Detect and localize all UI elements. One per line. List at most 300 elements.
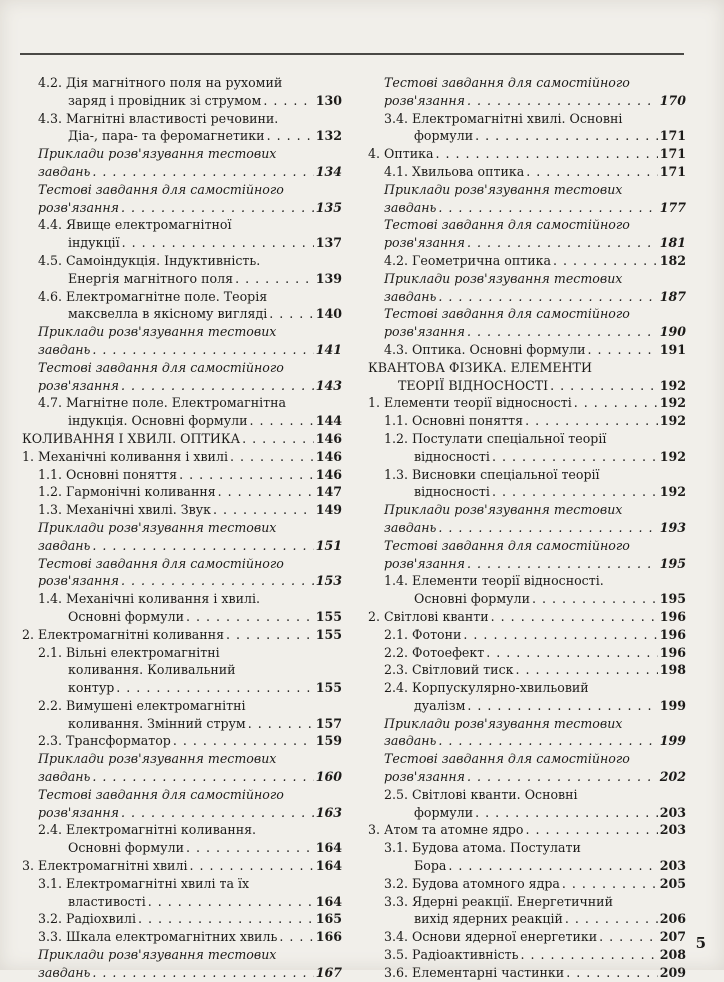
toc-entry-row — [38, 377, 342, 395]
toc-entry-title-line: 4.2. Дія магнітного поля на рухомий — [38, 75, 283, 90]
dot-leader — [475, 804, 658, 822]
toc-entry[interactable] — [22, 555, 342, 591]
toc-entry[interactable] — [22, 626, 342, 644]
dot-leader — [121, 804, 314, 822]
toc-entry-title-line: 1.4. Елементи теорії відносності. — [384, 573, 604, 589]
toc-page-number: 147 — [315, 484, 342, 500]
toc-entry-row — [368, 394, 686, 412]
dot-leader — [492, 483, 658, 501]
toc-entry[interactable] — [368, 964, 686, 982]
dot-leader — [467, 323, 658, 341]
toc-entry-title-line: 2.2. Вимушені електромагнітні — [38, 697, 246, 713]
toc-entry-row — [384, 626, 686, 644]
toc-entry-row — [38, 483, 342, 501]
toc-entry-row — [384, 519, 686, 537]
dot-leader — [491, 608, 658, 626]
dot-leader — [516, 661, 658, 679]
toc-entry-row — [38, 341, 342, 359]
toc-entry[interactable] — [368, 359, 686, 395]
toc-entry[interactable] — [22, 750, 342, 786]
toc-page-number: 193 — [659, 519, 686, 535]
toc-page-number: 132 — [315, 128, 342, 144]
toc-entry-title-line: 2.4. Корпускулярно-хвильовий — [384, 680, 589, 696]
toc-entry-title-line: 1.2. Гармонічні коливання — [38, 484, 216, 500]
toc-entry-row — [38, 839, 342, 857]
toc-entry-row — [38, 92, 342, 110]
toc-entry[interactable] — [22, 590, 342, 626]
dot-leader — [116, 679, 313, 697]
toc-page-number: 196 — [659, 644, 686, 660]
toc-entry-title-line: властивості — [68, 893, 146, 909]
toc-entry-title-line: індукції — [68, 235, 120, 251]
toc-entry[interactable] — [22, 519, 342, 555]
toc-page-number: 146 — [315, 466, 342, 482]
toc-entry-title-line: 3.4. Основи ядерної енергетики — [384, 929, 598, 945]
toc-page-number: 192 — [659, 484, 686, 500]
toc-entry-title-line: 2.5. Світлові кванти. Основні — [384, 786, 578, 802]
toc-entry-title-line: 3. Електромагнітні хвилі — [22, 858, 188, 874]
toc-entry-row — [384, 127, 686, 145]
toc-entry-title-line: вихід ядерних реакцій — [414, 911, 563, 927]
toc-entry-row — [384, 768, 686, 786]
toc-entry-title-line: Тестові завдання для самостійного — [38, 359, 284, 375]
toc-entry[interactable] — [368, 572, 686, 608]
toc-entry[interactable] — [368, 821, 686, 839]
toc-entry-title-line: розв'язання — [384, 324, 465, 340]
dot-leader — [92, 163, 313, 181]
toc-entry-title-line: 2.3. Трансформатор — [38, 733, 171, 749]
toc-entry-row — [384, 483, 686, 501]
toc-entry-title-line: 2.1. Вільні електромагнітні — [38, 644, 220, 660]
toc-entry-title-line: 3.6. Елементарні частинки — [384, 964, 565, 980]
toc-entry[interactable] — [22, 732, 342, 750]
toc-entry[interactable] — [22, 181, 342, 217]
toc-page-number: 199 — [659, 733, 686, 749]
toc-page-number: 190 — [659, 324, 686, 340]
toc-entry-row — [368, 145, 686, 163]
toc-page-number: 137 — [315, 235, 342, 251]
toc-entry-title-line: розв'язання — [38, 804, 119, 820]
toc-page-number: 153 — [315, 573, 342, 589]
dot-leader — [269, 305, 313, 323]
toc-entry-row — [384, 252, 686, 270]
dot-leader — [599, 928, 658, 946]
toc-entry[interactable] — [368, 181, 686, 217]
dot-leader — [475, 127, 658, 145]
toc-entry-title-line: завдань — [38, 537, 91, 553]
dot-leader — [521, 946, 658, 964]
dot-leader — [467, 555, 658, 573]
dot-leader — [92, 341, 313, 359]
dot-leader — [138, 910, 314, 928]
toc-entry-title-line: Приклади розв'язування тестових — [384, 270, 623, 286]
toc-entry-row — [384, 928, 686, 946]
toc-entry-title-line: Приклади розв'язування тестових — [384, 715, 623, 731]
toc-entry-title-line: 1.4. Механічні коливання і хвилі. — [38, 591, 260, 607]
toc-entry-title-line: 4.6. Електромагнітне поле. Теорія — [38, 288, 268, 304]
toc-page-number: 151 — [315, 537, 342, 553]
toc-entry[interactable] — [368, 252, 686, 270]
toc-entry[interactable] — [368, 608, 686, 626]
toc-entry[interactable] — [22, 786, 342, 822]
toc-entry-row — [38, 501, 342, 519]
toc-entry-title-line: контур — [68, 680, 115, 696]
toc-entry[interactable] — [22, 483, 342, 501]
dot-leader — [467, 92, 658, 110]
dot-leader — [525, 412, 658, 430]
toc-page-number: 207 — [659, 929, 686, 945]
toc-entry-title-line: Тестові завдання для самостійного — [38, 181, 284, 197]
toc-page-number: 192 — [659, 448, 686, 464]
toc-entry-title-line: завдань — [38, 163, 91, 179]
toc-entry-row — [22, 857, 342, 875]
toc-entry[interactable] — [368, 145, 686, 163]
toc-entry-title-line: Приклади розв'язування тестових — [38, 947, 277, 963]
toc-entry-title-line: Приклади розв'язування тестових — [384, 181, 623, 197]
toc-entry-title-line: розв'язання — [384, 555, 465, 571]
toc-entry-row — [38, 964, 342, 982]
dot-leader — [438, 732, 657, 750]
toc-entry[interactable] — [368, 110, 686, 146]
toc-entry-title-line: 3.4. Електромагнітні хвилі. Основні — [384, 110, 623, 126]
toc-entry[interactable] — [368, 786, 686, 822]
toc-page-number: 139 — [315, 270, 342, 286]
toc-entry[interactable] — [22, 857, 342, 875]
toc-entry-title-line: 4.3. Оптика. Основні формули — [384, 341, 586, 357]
toc-entry-row — [38, 715, 342, 733]
dot-leader — [250, 412, 314, 430]
toc-entry-row — [368, 821, 686, 839]
toc-page-number: 181 — [659, 235, 686, 251]
toc-entry-title-line: 3.2. Радіохвилі — [38, 911, 136, 927]
dot-leader — [179, 466, 314, 484]
toc-entry[interactable] — [22, 501, 342, 519]
dot-leader — [562, 875, 658, 893]
toc-entry-title-line: формули — [414, 804, 474, 820]
toc-entry-title-line: 4.4. Явище електромагнітної — [38, 217, 232, 233]
toc-entry-row — [38, 768, 342, 786]
dot-leader — [148, 893, 314, 911]
toc-page-number: 160 — [315, 769, 342, 785]
toc-entry-title-line: Тестові завдання для самостійного — [384, 751, 630, 767]
toc-entry-title-line: 2. Електромагнітні коливання — [22, 626, 225, 642]
toc-entry[interactable] — [368, 537, 686, 573]
toc-entry-title-line: Основні формули — [68, 608, 184, 624]
dot-leader — [189, 857, 313, 875]
toc-page-number: 206 — [659, 911, 686, 927]
toc-entry[interactable] — [22, 821, 342, 857]
dot-leader — [242, 430, 314, 448]
toc-entry[interactable] — [368, 644, 686, 662]
toc-entry-title-line: Тестові завдання для самостійного — [384, 217, 630, 233]
toc-entry-title-line: 3. Атом та атомне ядро — [368, 822, 524, 838]
toc-entry[interactable] — [368, 394, 686, 412]
toc-page-number: 155 — [315, 626, 342, 642]
toc-page-number: 205 — [659, 875, 686, 891]
toc-entry-row — [38, 732, 342, 750]
toc-page-number: 177 — [659, 199, 686, 215]
toc-entry-title-line: 4.2. Геометрична оптика — [384, 252, 552, 268]
dot-leader — [230, 448, 314, 466]
toc-entry-title-line: 1.1. Основні поняття — [38, 466, 178, 482]
toc-page-number: 135 — [315, 199, 342, 215]
toc-entry[interactable] — [22, 394, 342, 430]
toc-entry-title-line: завдань — [38, 769, 91, 785]
toc-entry[interactable] — [368, 928, 686, 946]
toc-entry[interactable] — [368, 750, 686, 786]
toc-page-number: 141 — [315, 341, 342, 357]
toc-entry-title-line: 3.3. Ядерні реакції. Енергетичний — [384, 893, 613, 909]
toc-entry[interactable] — [368, 501, 686, 537]
toc-page-number: 171 — [659, 128, 686, 144]
toc-entry-title-line: індукція. Основні формули — [68, 413, 248, 429]
toc-page-number: 167 — [315, 964, 342, 980]
toc-entry[interactable] — [368, 74, 686, 110]
dot-leader — [263, 92, 313, 110]
toc-entry-title-line: завдань — [384, 519, 437, 535]
toc-entry-title-line: 1. Механічні коливання і хвилі — [22, 448, 228, 464]
toc-entry[interactable] — [22, 288, 342, 324]
toc-entry-title-line: 3.2. Будова атомного ядра — [384, 875, 560, 891]
toc-entry-row — [22, 430, 342, 448]
dot-leader — [448, 857, 657, 875]
dot-leader — [467, 234, 658, 252]
toc-entry[interactable] — [22, 644, 342, 697]
toc-page-number: 187 — [659, 288, 686, 304]
toc-page-number: 165 — [315, 911, 342, 927]
toc-page-number: 199 — [659, 697, 686, 713]
dot-leader — [526, 163, 657, 181]
dot-leader — [467, 768, 658, 786]
toc-entry-row — [38, 466, 342, 484]
toc-page-number: 149 — [315, 502, 342, 518]
toc-page-number: 192 — [659, 395, 686, 411]
toc-entry-title-line: Приклади розв'язування тестових — [384, 502, 623, 518]
toc-entry[interactable] — [368, 466, 686, 502]
dot-leader — [566, 964, 658, 982]
toc-entry-title-line: 1.3. Висновки спеціальної теорії — [384, 466, 600, 482]
toc-entry-title-line: 4.3. Магнітні властивості речовини. — [38, 110, 279, 126]
toc-entry-title-line: максвелла в якісному вигляді — [68, 306, 268, 322]
toc-entry[interactable] — [22, 145, 342, 181]
toc-entry-row — [38, 928, 342, 946]
dot-leader — [463, 626, 657, 644]
toc-page-number: 146 — [315, 430, 342, 446]
toc-entry[interactable] — [368, 715, 686, 751]
toc-entry[interactable] — [368, 661, 686, 679]
toc-entry[interactable] — [22, 466, 342, 484]
page-number: 5 — [695, 934, 706, 952]
toc-page-number: 198 — [659, 662, 686, 678]
toc-entry[interactable] — [22, 430, 342, 448]
toc-entry-title-line: 2.2. Фотоефект — [384, 644, 485, 660]
dot-leader — [525, 821, 657, 839]
dot-leader — [267, 127, 314, 145]
toc-entry[interactable] — [368, 839, 686, 875]
toc-entry-row — [384, 804, 686, 822]
toc-page-number: 163 — [315, 804, 342, 820]
toc-entry-title-line: Основні формули — [68, 840, 184, 856]
toc-entry[interactable] — [368, 216, 686, 252]
toc-page-number: 191 — [659, 341, 686, 357]
toc-entry-row — [384, 163, 686, 181]
toc-entry-row — [384, 732, 686, 750]
toc-page-number: 143 — [315, 377, 342, 393]
toc-entry-title-line: заряд і провідник зі струмом — [68, 92, 262, 108]
toc-page-number: 159 — [315, 733, 342, 749]
toc-entry-title-line: 4.7. Магнітне поле. Електромагнітна — [38, 395, 287, 411]
toc-entry-row — [384, 448, 686, 466]
toc-entry-title-line: завдань — [384, 288, 437, 304]
toc-entry-row — [38, 270, 342, 288]
toc-entry-row — [38, 893, 342, 911]
toc-entry-row — [384, 92, 686, 110]
toc-entry-title-line: 2.3. Світловий тиск — [384, 662, 514, 678]
toc-entry-title-line: Приклади розв'язування тестових — [38, 324, 277, 340]
toc-entry[interactable] — [368, 305, 686, 341]
toc-page-number: 171 — [659, 163, 686, 179]
toc-page-number: 155 — [315, 608, 342, 624]
toc-entry-row — [38, 163, 342, 181]
toc-entry[interactable] — [22, 875, 342, 911]
toc-entry-title-line: завдань — [384, 199, 437, 215]
dot-leader — [486, 644, 657, 662]
toc-entry-title-line: розв'язання — [384, 92, 465, 108]
toc-entry[interactable] — [22, 216, 342, 252]
toc-entry-row — [22, 626, 342, 644]
toc-page-number: 182 — [659, 252, 686, 268]
toc-entry-row — [38, 127, 342, 145]
toc-entry-row — [384, 199, 686, 217]
toc-right-column — [368, 74, 686, 982]
toc-page-number: 171 — [659, 146, 686, 162]
toc-page-number: 157 — [315, 715, 342, 731]
toc-entry-row — [38, 412, 342, 430]
toc-entry-title-line: Приклади розв'язування тестових — [38, 146, 277, 162]
toc-entry-title-line: 3.1. Будова атома. Постулати — [384, 840, 581, 856]
dot-leader — [438, 199, 657, 217]
toc-entry[interactable] — [368, 626, 686, 644]
toc-entry[interactable] — [22, 946, 342, 982]
toc-page-number: 209 — [659, 964, 686, 980]
toc-entry[interactable] — [368, 270, 686, 306]
toc-entry-title-line: КВАНТОВА ФІЗИКА. ЕЛЕМЕНТИ — [368, 359, 592, 375]
dot-leader — [92, 768, 313, 786]
toc-entry[interactable] — [368, 679, 686, 715]
toc-page-number: 208 — [659, 947, 686, 963]
dot-leader — [235, 270, 314, 288]
toc-entry-row — [384, 323, 686, 341]
toc-entry-row — [384, 910, 686, 928]
toc-left-column — [22, 74, 342, 982]
toc-entry-row — [38, 305, 342, 323]
toc-entry-row — [368, 608, 686, 626]
dot-leader — [226, 626, 314, 644]
toc-entry-title-line: Приклади розв'язування тестових — [38, 751, 277, 767]
toc-entry[interactable] — [368, 341, 686, 359]
toc-entry-title-line: 3.1. Електромагнітні хвилі та їх — [38, 875, 250, 891]
toc-entry[interactable] — [22, 252, 342, 288]
toc-page-number: 166 — [315, 929, 342, 945]
header-rule — [20, 53, 684, 55]
toc-entry[interactable] — [22, 928, 342, 946]
toc-page-number: 140 — [315, 306, 342, 322]
toc-entry-row — [38, 572, 342, 590]
toc-entry-title-line: Основні формули — [414, 591, 530, 607]
toc-entry[interactable] — [22, 359, 342, 395]
toc-page-number: 203 — [659, 804, 686, 820]
toc-page-number: 164 — [315, 858, 342, 874]
dot-leader — [550, 377, 658, 395]
toc-page-number: 144 — [315, 413, 342, 429]
toc-entry[interactable] — [22, 74, 342, 110]
toc-entry[interactable] — [368, 946, 686, 964]
dot-leader — [587, 341, 657, 359]
toc-entry-title-line: 4. Оптика — [368, 146, 434, 162]
toc-entry-title-line: завдань — [384, 733, 437, 749]
toc-entry-title-line: 3.5. Радіоактивність — [384, 947, 519, 963]
toc-page-number: 195 — [659, 591, 686, 607]
toc-entry[interactable] — [368, 430, 686, 466]
toc-entry-title-line: 1.1. Основні поняття — [384, 413, 524, 429]
toc-page-number: 164 — [315, 893, 342, 909]
toc-entry[interactable] — [22, 448, 342, 466]
toc-entry-row — [384, 857, 686, 875]
toc-entry-row — [384, 875, 686, 893]
toc-entry[interactable] — [368, 875, 686, 893]
toc-entry-title-line: Енергія магнітного поля — [68, 270, 234, 286]
toc-entry-row — [384, 964, 686, 982]
dot-leader — [173, 732, 314, 750]
toc-entry-row — [38, 199, 342, 217]
toc-entry-title-line: 1.2. Постулати спеціальної теорії — [384, 430, 607, 446]
toc-page-number: 155 — [315, 680, 342, 696]
toc-entry-row — [384, 697, 686, 715]
toc-entry-title-line: Тестові завдання для самостійного — [38, 555, 284, 571]
toc-entry-title-line: 2. Світлові кванти — [368, 608, 489, 624]
toc-entry[interactable] — [368, 163, 686, 181]
toc-entry-row — [38, 608, 342, 626]
toc-entry[interactable] — [22, 910, 342, 928]
toc-entry-title-line: 1.3. Механічні хвилі. Звук — [38, 502, 212, 518]
toc-entry-title-line: 2.4. Електромагнітні коливання. — [38, 822, 257, 838]
toc-entry-title-line: завдань — [38, 341, 91, 357]
dot-leader — [122, 234, 314, 252]
dot-leader — [213, 501, 314, 519]
toc-entry-row — [38, 910, 342, 928]
toc-entry-title-line: розв'язання — [38, 573, 119, 589]
toc-entry[interactable] — [22, 697, 342, 733]
toc-entry-row — [368, 377, 686, 395]
toc-page-number: 164 — [315, 840, 342, 856]
toc-entry-row — [38, 234, 342, 252]
toc-page-number: 202 — [659, 769, 686, 785]
toc-entry[interactable] — [368, 412, 686, 430]
toc-entry[interactable] — [368, 893, 686, 929]
dot-leader — [121, 377, 314, 395]
dot-leader — [248, 715, 314, 733]
toc-entry-title-line: дуалізм — [414, 697, 466, 713]
dot-leader — [438, 288, 657, 306]
toc-entry-title-line: 2.1. Фотони — [384, 626, 462, 642]
toc-entry-title-line: завдань — [38, 964, 91, 980]
dot-leader — [92, 537, 313, 555]
toc-entry[interactable] — [22, 323, 342, 359]
toc-entry-title-line: Приклади розв'язування тестових — [38, 519, 277, 535]
toc-entry[interactable] — [22, 110, 342, 146]
dot-leader — [121, 572, 314, 590]
toc-entry-row — [384, 288, 686, 306]
